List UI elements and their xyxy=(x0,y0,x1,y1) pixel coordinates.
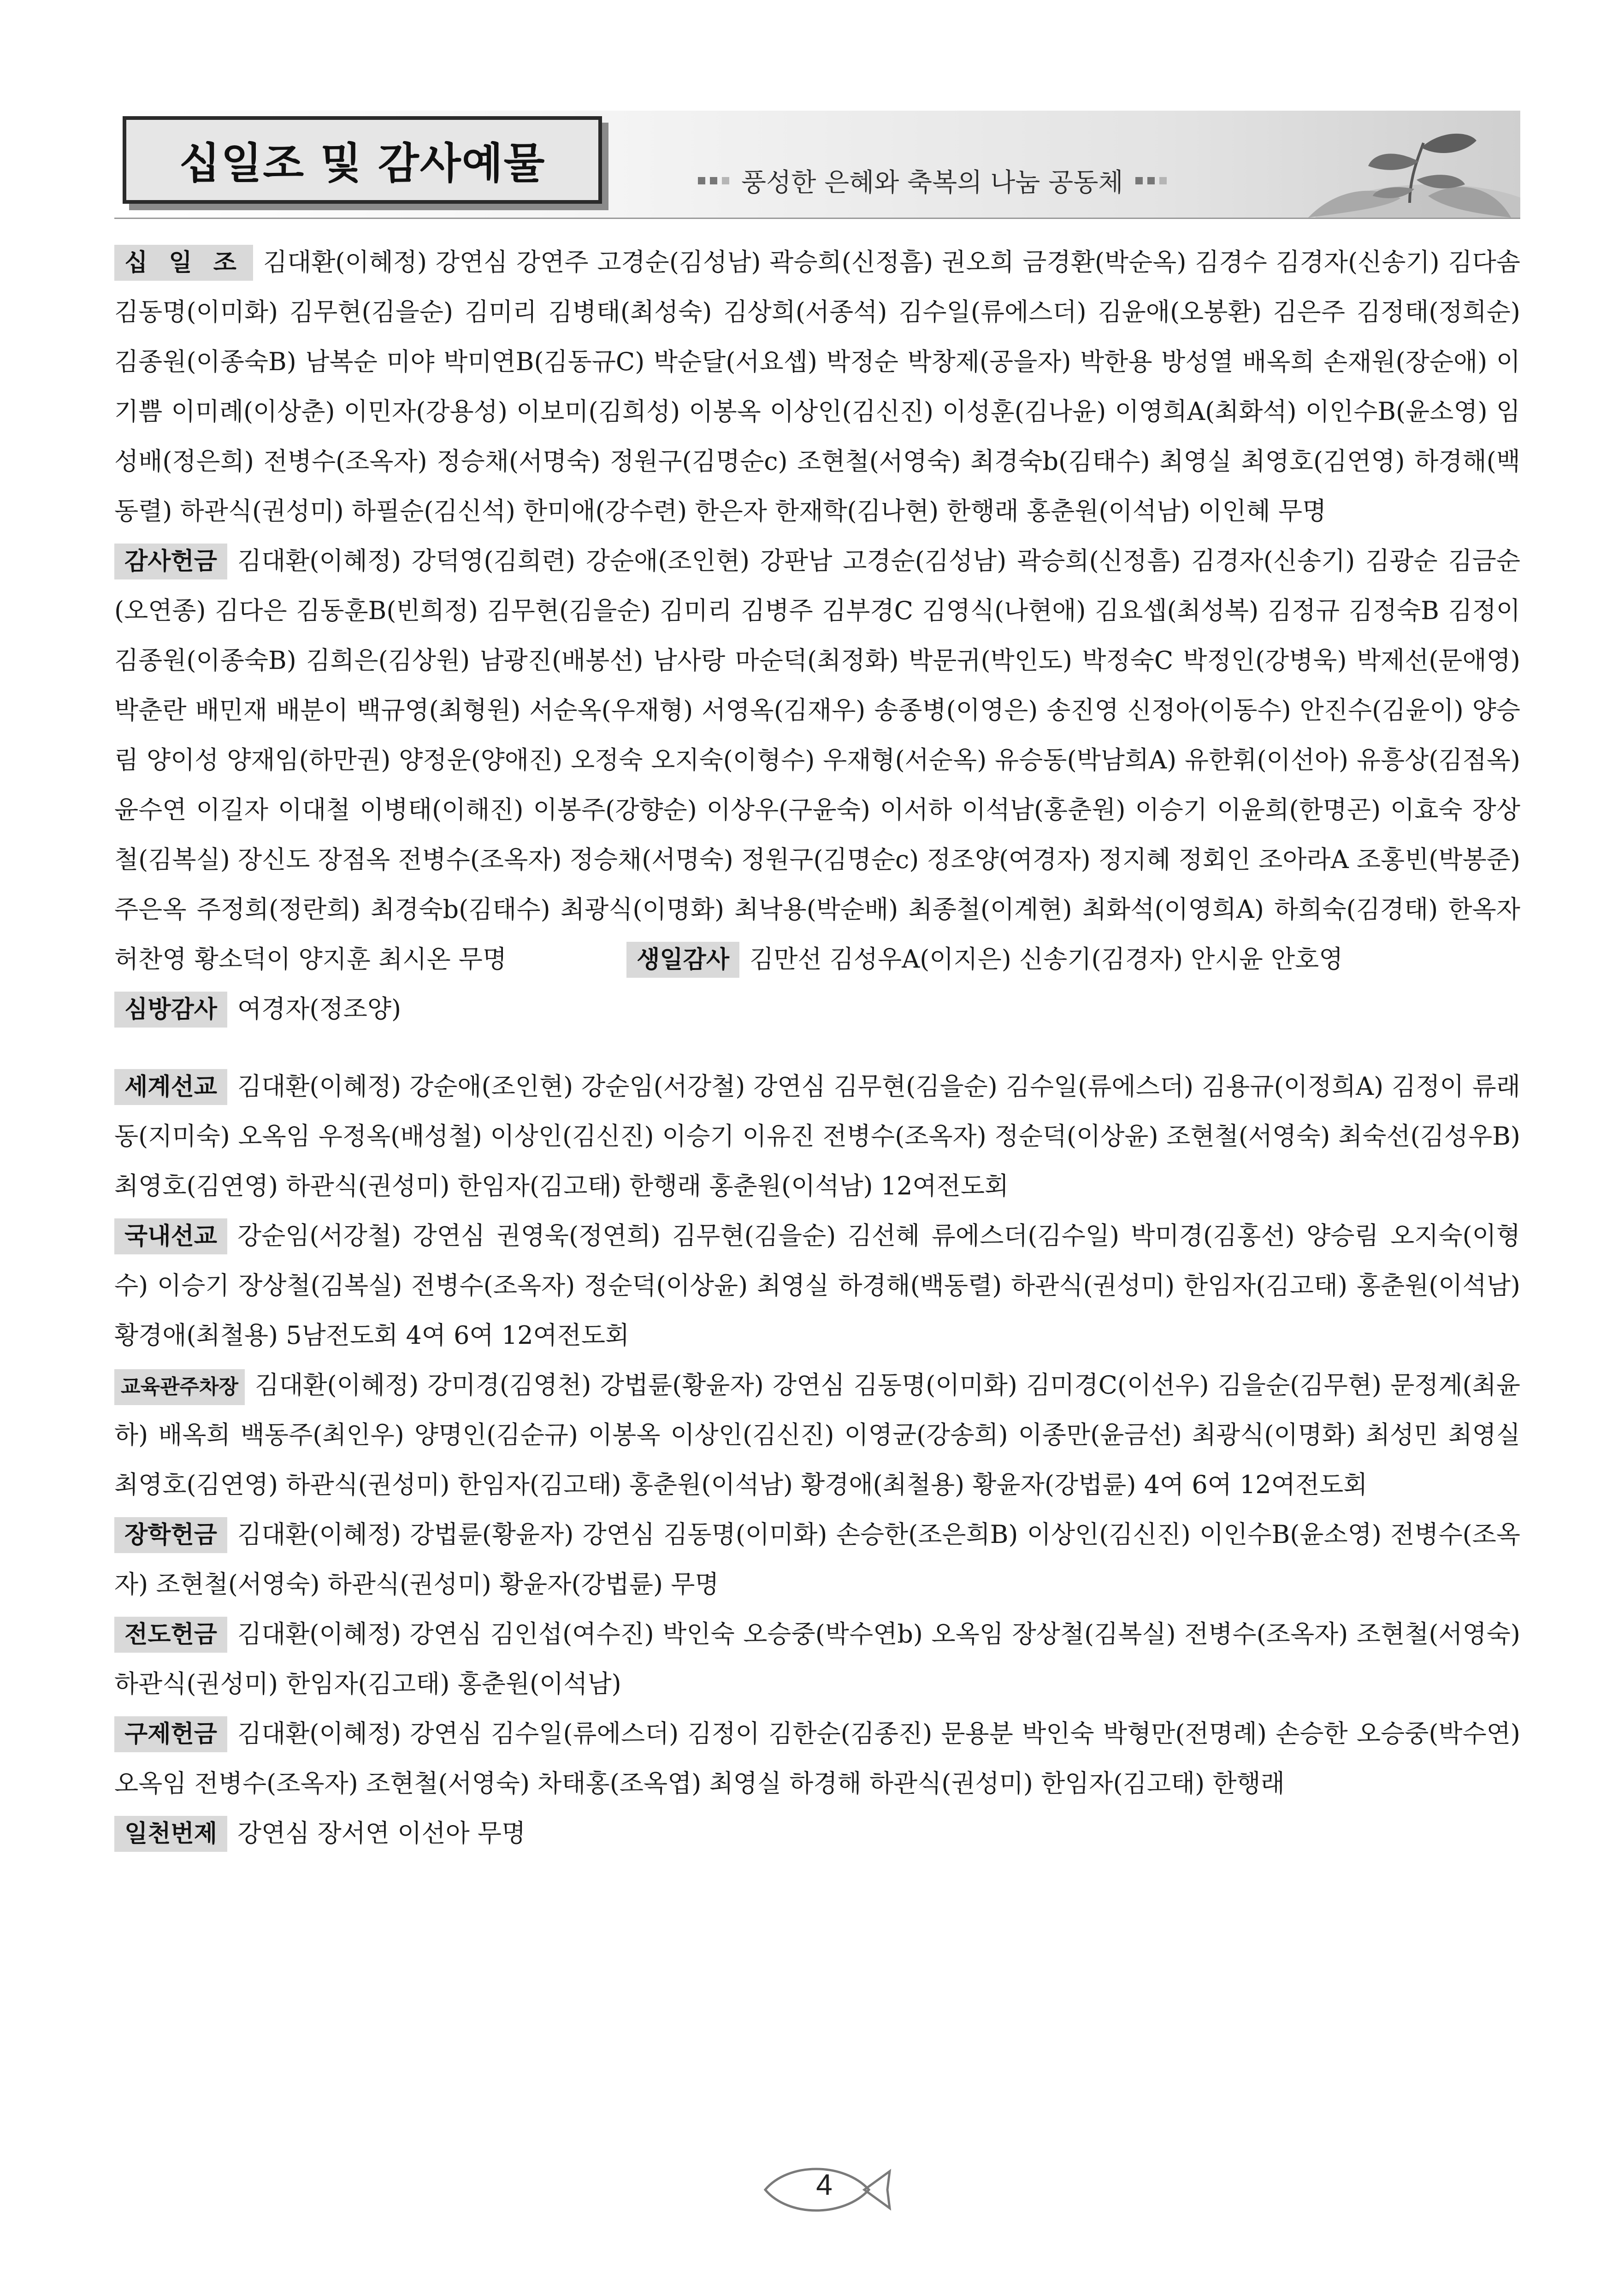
section-tithe xyxy=(114,237,1520,536)
page-number: 4 xyxy=(816,2168,833,2201)
section-label: 구제헌금 xyxy=(114,1716,227,1752)
section-names: 김대환(이혜정) 강연심 강연주 고경순(김성남) 곽승희(신정흠) 권오희 금경환(박순옥) 김경수 김경자(신송기) 김다솜 김동명(이미화) 김무현(김을순) 김미리 김병태(최성숙) 김상희(서종석) 김수일(류에스더) 김윤애(오봉환) 김은주 김정태(정희순) 김종원(이종숙B) 남복순 미야 박미연B(김동규C) 박순달(서요셉) 박정순 박창제(공을자) 박한용 방성열 배옥희 손재원(장순애) 이기쁨 이미례(이상춘) 이민자(강용성) 이보미(김희성) 이봉옥 이상인(김신진) 이성훈(김나윤) 이영희A(최화석) 이인수B(윤소영) 임성배(정은희) 전병수(조옥자) 정승채(서명숙) 정원구(김명순c) 조현철(서영숙) 최경숙b(김태수) 최영실 최영호(김연영) 하경해(백동렬) 하관식(권성미) 하필순(김신석) 한미애(강수련) 한은자 한재학(김나현) 한행래 홍춘원(이석남) 이인혜 무명 xyxy=(114,248,1520,526)
section-names: 강순임(서강철) 강연심 권영욱(정연희) 김무현(김을순) 김선혜 류에스더(김수일) 박미경(김홍선) 양승림 오지숙(이형수) 이승기 장상철(김복실) 전병수(조옥자) 정순덕(이상윤) 최영실 하경해(백동렬) 하관식(권성미) 한임자(김고태) 홍춘원(이석남) 황경애(최철용) 5남전도회 4여 6여 12여전도회 xyxy=(114,1221,1520,1350)
section-label: 십 일 조 xyxy=(114,245,253,281)
section-scholarship xyxy=(114,1510,1520,1609)
section-label: 전도헌금 xyxy=(114,1617,227,1653)
section-names: 김대환(이혜정) 강연심 김수일(류에스더) 김정이 김한순(김종진) 문용분 박인숙 박형만(전명례) 손승한 오승중(박수연) 오옥임 전병수(조옥자) 조현철(서영숙) 차태홍(조옥엽) 최영실 하경해 하관식(권성미) 한임자(김고태) 한행래 xyxy=(114,1719,1520,1798)
section-visitation xyxy=(114,984,1520,1034)
section-names: 여경자(정조양) xyxy=(237,994,402,1023)
section-spacer xyxy=(114,1034,1520,1062)
section-label: 세계선교 xyxy=(114,1069,227,1105)
section-names: 김대환(이혜정) 강순애(조인현) 강순임(서강철) 강연심 김무현(김을순) 김수일(류에스더) 김용규(이정희A) 김정이 류래동(지미숙) 오옥임 우정옥(배성철) 이상인(김신진) 이승기 이유진 전병수(조옥자) 정순덕(이상윤) 조현철(서영숙) 최숙선(김성우B) 최영호(김연영) 하관식(권성미) 한임자(김고태) 한행래 홍춘원(이석남) 12여전도회 xyxy=(114,1072,1520,1200)
section-evangelism xyxy=(114,1609,1520,1709)
subtitle-text: 풍성한 은혜와 축복의 나눔 공동체 xyxy=(741,168,1123,198)
offering-list xyxy=(114,237,1520,1858)
decor-dots-left-icon xyxy=(698,177,729,184)
section-label: 장학헌금 xyxy=(114,1517,227,1553)
section-names: 강연심 장서연 이선아 무명 xyxy=(237,1819,526,1848)
section-thousand-offering xyxy=(114,1808,1520,1858)
section-label-birthday: 생일감사 xyxy=(626,942,739,978)
page-subtitle xyxy=(686,162,1179,199)
page-title: 십일조 및 감사예물 xyxy=(179,139,546,188)
section-names: 김대환(이혜정) 강미경(김영천) 강법륜(황윤자) 강연심 김동명(이미화) 김미경C(이선우) 김을순(김무현) 문정계(최윤하) 배옥희 백동주(최인우) 양명인(김순규) 이봉옥 이상인(김신진) 이영균(강송희) 이종만(윤금선) 최광식(이명화) 최성민 최영실 최영호(김연영) 하관식(권성미) 한임자(김고태) 홍춘원(이석남) 황경애(최철용) 황윤자(강법륜) 4여 6여 12여전도회 xyxy=(114,1371,1520,1499)
section-thanksgiving xyxy=(114,536,1520,984)
section-names: 김대환(이혜정) 강연심 김인섭(여수진) 박인숙 오승중(박수연b) 오옥임 장상철(김복실) 전병수(조옥자) 조현철(서영숙) 하관식(권성미) 한임자(김고태) 홍춘원(이석남) xyxy=(114,1619,1520,1698)
section-label: 교육관주차장 xyxy=(114,1369,245,1405)
section-names: 김대환(이혜정) 강덕영(김희련) 강순애(조인현) 강판남 고경순(김성남) 곽승희(신정흠) 김경자(신송기) 김광순 김금순(오연종) 김다은 김동훈B(빈희정) 김무현(김을순) 김미리 김병주 김부경C 김영식(나현애) 김요셉(최성복) 김정규 김정숙B 김정이 김종원(이종숙B) 김희은(김상원) 남광진(배봉선) 남사랑 마순덕(최정화) 박문귀(박인도) 박정숙C 박정인(강병욱) 박제선(문애영) 박춘란 배민재 배분이 백규영(최형원) 서순옥(우재형) 서영옥(김재우) 송종병(이영은) 송진영 신정아(이동수) 안진수(김윤이) 양승림 양이성 양재임(하만권) 양정운(양애진) 오정숙 오지숙(이형수) 우재형(서순옥) 유승동(박남희A) 유한휘(이선아) 유흥상(김점옥) 윤수연 이길자 이대철 이병태(이해진) 이봉주(강향순) 이상우(구윤숙) 이서하 이석남(홍춘원) 이승기 이윤희(한명곤) 이효숙 장상철(김복실) 장신도 장점옥 전병수(조옥자) 정승채(서명숙) 정원구(김명순c) 정조양(여경자) 정지혜 정회인 조아라A 조홍빈(박봉준) 주은옥 주정희(정란희) 최경숙b(김태수) 최광식(이명화) 최낙용(박순배) 최종철(이계현) 최화석(이영희A) 하희숙(김경태) 한옥자 허찬영 황소덕이 양지훈 최시온 무명 xyxy=(114,546,1520,974)
section-label: 심방감사 xyxy=(114,992,227,1028)
plant-in-hands-illustration xyxy=(1234,111,1520,218)
decor-dots-right-icon xyxy=(1135,177,1167,184)
section-world-mission xyxy=(114,1062,1520,1211)
section-names: 김대환(이혜정) 강법륜(황윤자) 강연심 김동명(이미화) 손승한(조은희B) 이상인(김신진) 이인수B(윤소영) 전병수(조옥자) 조현철(서영숙) 하관식(권성미) 황윤자(강법륜) 무명 xyxy=(114,1520,1520,1599)
page-header xyxy=(114,107,1520,222)
section-relief xyxy=(114,1709,1520,1808)
section-education-parking xyxy=(114,1360,1520,1510)
section-label: 감사헌금 xyxy=(114,544,227,579)
page-title-box xyxy=(123,116,602,204)
section-label: 일천번제 xyxy=(114,1816,227,1852)
section-domestic-mission xyxy=(114,1211,1520,1360)
section-names-birthday: 김만선 김성우A(이지은) 신송기(김경자) 안시윤 안호영 xyxy=(750,945,1343,974)
section-label: 국내선교 xyxy=(114,1218,227,1254)
page-footer xyxy=(756,2157,894,2222)
